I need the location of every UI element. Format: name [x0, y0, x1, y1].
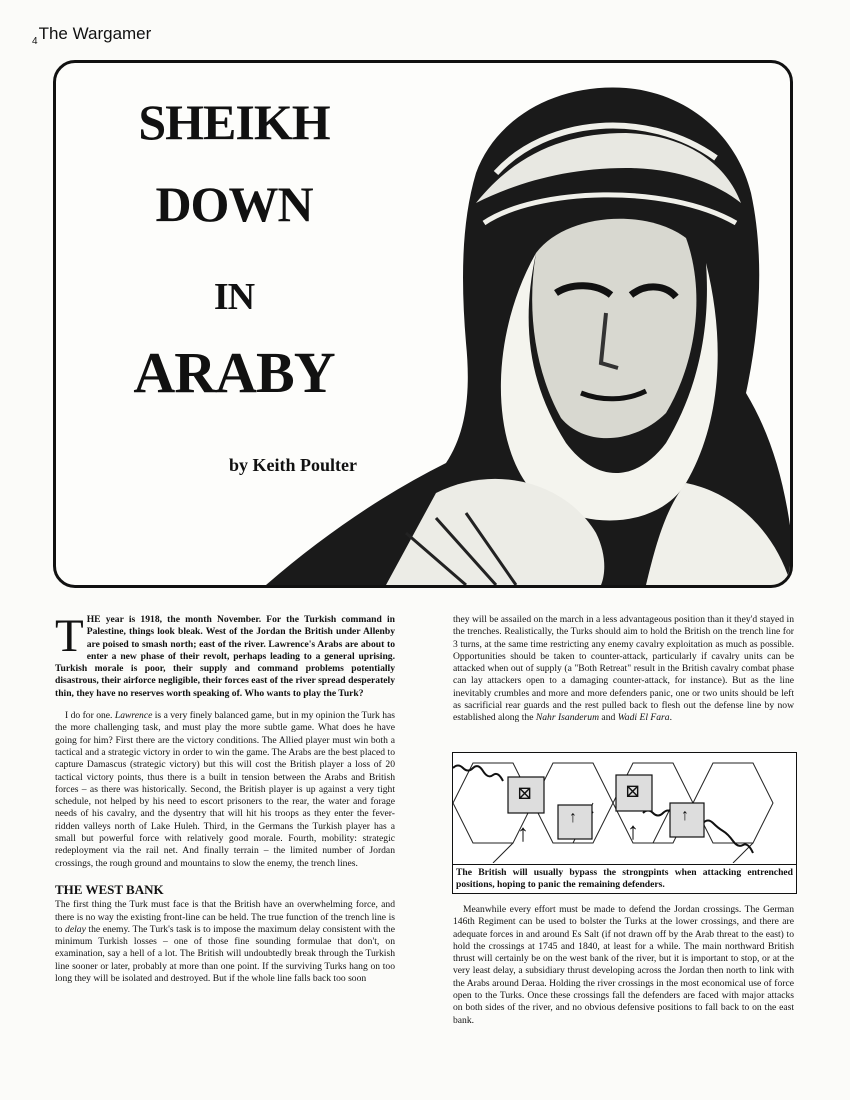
advance-arrow-icon: ↑ [517, 821, 529, 847]
page-number: 4 [32, 36, 38, 47]
figure-caption: The British will usually bypass the strongpints when attacking entrenched positions, hoping to panic the remaining defenders. [453, 864, 796, 893]
place-name: Nahr Isanderum [535, 712, 600, 724]
title-line-2: DOWN [155, 176, 313, 232]
place-name: Wadi El Fara [617, 712, 670, 724]
hex-map [453, 753, 796, 863]
infantry-unit-icon: ↑ [681, 807, 689, 824]
infantry-unit-icon: ↑ [569, 809, 577, 826]
intro-paragraph [55, 610, 395, 700]
cavalry-unit-icon: ⊠ [517, 783, 533, 803]
text-span: is a very finely balanced game, but in my opinion the Turk has the more challenging task, and must play the more subtle game. What does he have going for him? First there are the victory conditions. The Allied player must win both a tactical and a strategic victory in order to win the game. The Arabs are the best placed to capture Damascus (strategic victory) but this will cost the British player a loss of 20 tactical victory points, thus there is a built in tension between the Arabs and British forces – as there was historically. Second, the British player is up against a very tight schedule, not helped by his need to escort prisoners to the rear, the water and forage needs of his cavalry, and the dysentry that will hit his troops as they enter the fever-ridden valleys north of Lake Huleh. Third, in the Germans the Turkish player has a small but powerful force with relatively good morale. Fourth, mobility: strategic redeployment via the rail net. And finally terrain – the limited number of Jordan crossings, the rough ground and mountains to slow the enemy, the trench lines. [55, 710, 395, 869]
text-span: and [599, 712, 618, 724]
left-column [55, 610, 395, 985]
text-span: The first thing the Turk must face is that the British have an overwhelming force, and there is no way the existing front-line can be held. The true function of the trench line is to [55, 899, 395, 935]
trench-diagram [452, 752, 797, 894]
text-span: . [669, 712, 672, 724]
game-title: Lawrence [114, 710, 153, 722]
title-line-1: SHEIKH [138, 94, 330, 150]
body-paragraph [453, 614, 794, 725]
body-paragraph [55, 899, 395, 985]
text-span: the enemy. The Turk's task is to impose the maximum delay consistent with the minimum Turkish losses – one of those fine sounding formulae that don't, on examination, say a hell of a lot. The British will undoubtedly break through the Turkish line sooner or later, probably at more than one point. If the surviving Turks hang on too long they will be isolated and destroyed. But if the whole line falls back too soon [55, 923, 395, 985]
drop-cap: T [55, 610, 84, 662]
right-column-top [453, 614, 794, 725]
intro-text: HE year is 1918, the month November. For the Turkish command in Palestine, things look bleak. West of the Jordan the British under Allenby are poised to smash north; east of the river. Lawrence's Arabs are about to enter a new phase of their revolt, perhaps leading to a general uprising. Turkish morale is poor, their supply and command problems potentially disastrous, their airforce negligible, their forces east of the river spread desperately thin, they have no reserves worth speaking of. Who wants to play the Turk? [55, 614, 395, 699]
right-column-bottom [453, 904, 794, 1027]
running-header [32, 24, 151, 47]
advance-arrow-icon: ↑ [627, 819, 639, 845]
section-heading: THE WEST BANK [55, 881, 164, 897]
text-span: I do for one. [65, 710, 115, 722]
title-line-4: ARABY [133, 340, 335, 405]
byline: by Keith Poulter [229, 455, 357, 475]
body-paragraph [55, 710, 395, 870]
text-span: they will be assailed on the march in a less advantageous position than it they'd stayed in the trenches. Realistically, the Turks should aim to hold the British on the trench line for 3 turns, at the same time restricting any enemy cavalry exploitation as much as possible. Opportunities should be taken to counter-attack, particularly if cavalry units can be attacked when out of supply (a "Both Retreat" result in the British cavalry combat phase can lay attackers open to a damaging counter-attack, for instance). But as the line inevitably crumbles and more and more defenders panic, one or two units should be left as sacrificial rear guards and the rest pulled back to flesh out the defense line by now established along the [453, 614, 794, 724]
emphasis: delay [65, 923, 86, 935]
cavalry-unit-icon: ⊠ [625, 781, 641, 801]
magazine-name: The Wargamer [38, 24, 152, 43]
title-panel [53, 60, 793, 588]
body-paragraph: Meanwhile every effort must be made to defend the Jordan crossings. The German 146th Regiment can be used to bolster the Turks at the lower crossings, and there are adequate forces in and around Es Salt (if not drawn off by the Arab threat to the east) to hold the crossings at 1745 and 1840, at least for a while. The main northward British thrust will certainly be on the west bank of the river, but it is important to stop, or at the very least delay, a subsidiary thrust developing across the Jordan then north to link with the Arabs around Deraa. Holding the river crossings in the most economical use of force open to the Turks. Once these crossings fall the defenders are faced with major attacks on both sides of the river, and no obvious defensive positions to fall back to on the east bank. [453, 904, 794, 1026]
title-line-3: IN [213, 276, 255, 318]
